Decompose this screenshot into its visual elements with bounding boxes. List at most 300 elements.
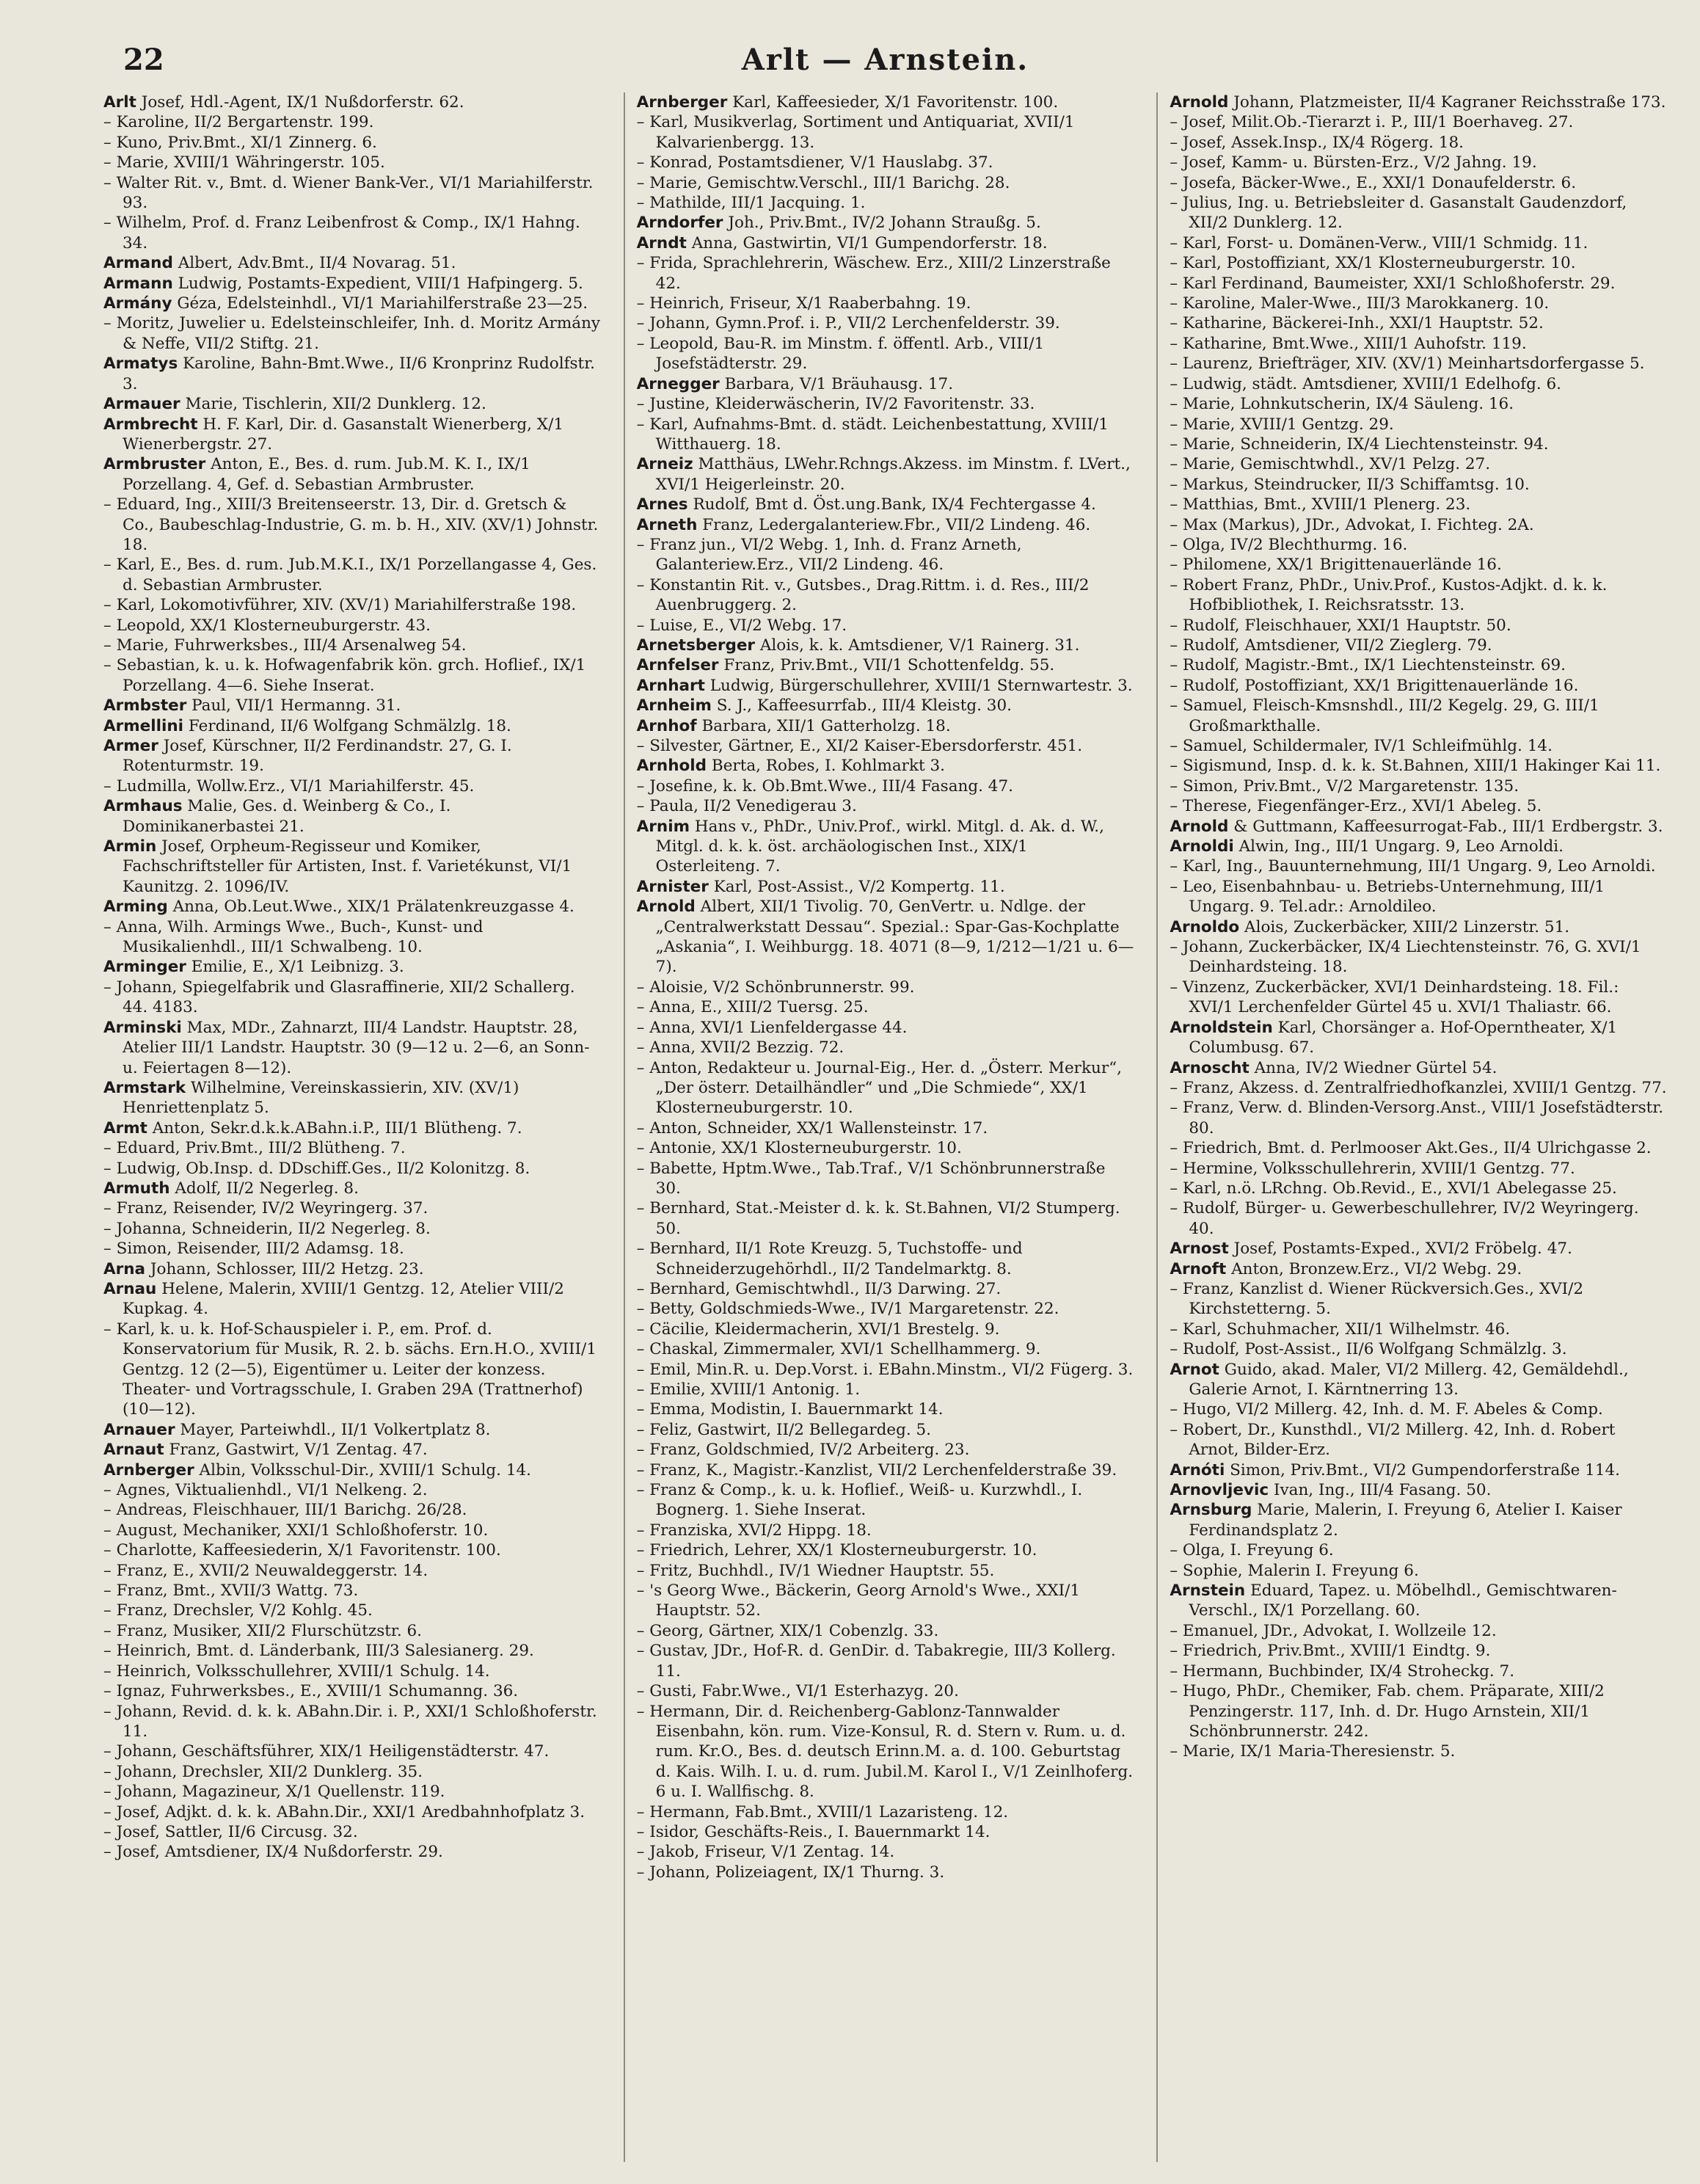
directory-entry xyxy=(1170,837,1668,856)
entry-text: – Karl, Forst- u. Domänen-Verw., VIII/1 Schmidg. 11. xyxy=(1170,233,1588,252)
directory-entry xyxy=(103,1219,602,1239)
directory-entry xyxy=(103,595,602,615)
entry-text: – Anna, XVII/2 Bezzig. 72. xyxy=(636,1038,844,1058)
entry-text: Anna, Gastwirtin, VI/1 Gumpendorferstr. 18. xyxy=(691,233,1048,252)
entry-text: – Johann, Revid. d. k. k. ABahn.Dir. i. P., XXI/1 Schloßhoferstr. 11. xyxy=(103,1702,597,1741)
entry-text: – Johann, Spiegelfabrik und Glasraffinerie, XII/2 Schallerg. 44. 4183. xyxy=(103,978,575,1017)
entry-surname: Arnoscht xyxy=(1170,1058,1250,1077)
entry-surname: Arndt xyxy=(636,233,687,252)
entry-surname: Arnoldo xyxy=(1170,917,1240,936)
entry-text: – Franz, Drechsler, V/2 Kohlg. 45. xyxy=(103,1601,373,1620)
entry-surname: Arnstein xyxy=(1170,1581,1246,1601)
column-middle xyxy=(624,92,1135,2162)
entry-surname: Arnost xyxy=(1170,1240,1229,1259)
entry-text: Albert, XII/1 Tivolig. 70, GenVertr. u. Ndlge. der „Centralwerkstatt Dessau“. Spezial.: Spar-Gas-Kochplatte „Askania“, I. Weihburgg. 18. 4071 (8—9, 1/212—1/21 u. 6—7). xyxy=(655,898,1134,977)
directory-entry xyxy=(1170,877,1668,917)
entry-text: – Karl, Postoffiziant, XX/1 Klosterneuburgerstr. 10. xyxy=(1170,254,1576,273)
entry-surname: Arminski xyxy=(103,1018,182,1037)
entry-text: – Karl, Schuhmacher, XII/1 Wilhelmstr. 46. xyxy=(1170,1320,1511,1339)
entry-text: – Samuel, Schildermaler, IV/1 Schleifmühlg. 14. xyxy=(1170,737,1553,755)
directory-entry xyxy=(1170,756,1668,776)
directory-entry xyxy=(1170,1279,1668,1320)
entry-text: – Jakob, Friseur, V/1 Zentag. 14. xyxy=(636,1843,895,1862)
directory-entry xyxy=(1170,978,1668,1018)
directory-entry xyxy=(103,1198,602,1218)
entry-text: – Olga, IV/2 Blechthurmg. 16. xyxy=(1170,535,1408,554)
entry-text: Alwin, Ing., III/1 Ungarg. 9, Leo Arnoldi. xyxy=(1238,837,1564,856)
directory-entry xyxy=(103,837,602,897)
entry-text: – Franz, E., XVII/2 Neuwaldeggerstr. 14. xyxy=(103,1561,428,1580)
directory-entry xyxy=(1170,313,1668,333)
directory-entry xyxy=(637,1480,1135,1521)
entry-text: – Philomene, XX/1 Brigittenauerlände 16. xyxy=(1170,556,1502,575)
directory-entry xyxy=(637,796,1135,816)
entry-text: – Simon, Reisender, III/2 Adamsg. 18. xyxy=(103,1240,404,1259)
entry-text: Géza, Edelsteinhdl., VI/1 Mariahilferstraße 23—25. xyxy=(177,294,588,313)
entry-text: Anna, IV/2 Wiedner Gürtel 54. xyxy=(1254,1058,1497,1077)
directory-entry xyxy=(103,1159,602,1179)
directory-entry xyxy=(637,334,1135,374)
directory-entry xyxy=(103,1842,602,1862)
entry-text: Albin, Volksschul-Dir., XVIII/1 Schulg. 14. xyxy=(199,1460,532,1479)
directory-entry xyxy=(103,1641,602,1661)
directory-entry xyxy=(1170,1641,1668,1661)
directory-entry xyxy=(637,736,1135,756)
entry-text: – Rudolf, Magistr.-Bmt., IX/1 Liechtensteinstr. 69. xyxy=(1170,656,1566,675)
directory-entry xyxy=(1170,294,1668,313)
entry-text: – Karl Ferdinand, Baumeister, XXI/1 Schloßhoferstr. 29. xyxy=(1170,274,1616,293)
entry-text: – Chaskal, Zimmermaler, XVI/1 Schellhammerg. 9. xyxy=(636,1340,1041,1359)
directory-entry xyxy=(637,1118,1135,1138)
entry-text: Franz, Ledergalanteriew.Fbr., VII/2 Lindeng. 46. xyxy=(702,515,1091,534)
entry-surname: Arnister xyxy=(636,877,709,896)
directory-entry xyxy=(103,1581,602,1601)
directory-entry xyxy=(1170,535,1668,555)
entry-surname: Armbrecht xyxy=(103,415,198,434)
directory-entry xyxy=(1170,1500,1668,1540)
entry-text: – Marie, Lohnkutscherin, IX/4 Säuleng. 16. xyxy=(1170,395,1514,414)
directory-entry xyxy=(637,1440,1135,1460)
entry-text: – Sophie, Malerin I. Freyung 6. xyxy=(1170,1561,1419,1580)
entry-text: Max, MDr., Zahnarzt, III/4 Landstr. Hauptstr. 28, Atelier III/1 Landstr. Hauptstr. 30 (9—12 u. 2—6, an Sonn- u. Feiertagen 8—12). xyxy=(123,1018,590,1077)
directory-entry xyxy=(637,1159,1135,1199)
directory-entry xyxy=(103,1018,602,1078)
directory-entry xyxy=(1170,1320,1668,1339)
directory-entry xyxy=(637,1702,1135,1802)
directory-entry xyxy=(103,1259,602,1279)
entry-surname: Arnot xyxy=(1170,1360,1219,1379)
entry-surname: Arna xyxy=(103,1259,146,1278)
entry-text: – Konrad, Postamtsdiener, V/1 Hauslabg. 37. xyxy=(636,153,993,172)
entry-surname: Armbruster xyxy=(103,455,206,474)
entry-text: – Marie, Gemischtw.Verschl., III/1 Barichg. 28. xyxy=(636,173,1010,192)
directory-entry xyxy=(1170,575,1668,616)
directory-entry xyxy=(103,495,602,555)
entry-text: – Katharine, Bmt.Wwe., XIII/1 Auhofstr. 119. xyxy=(1170,334,1527,353)
directory-entry xyxy=(1170,1239,1668,1259)
directory-entry xyxy=(1170,193,1668,233)
entry-text: – Frida, Sprachlehrerin, Wäschew. Erz., XIII/2 Linzerstraße 42. xyxy=(636,254,1111,293)
directory-entry xyxy=(1170,1179,1668,1198)
entry-text: – Johann, Zuckerbäcker, IX/4 Liechtensteinstr. 76, G. XVI/1 Deinhardsteing. 18. xyxy=(1170,938,1641,977)
entry-text: – Marie, Schneiderin, IX/4 Liechtensteinstr. 94. xyxy=(1170,434,1549,454)
entry-surname: Arnberger xyxy=(636,93,728,112)
entry-text: – Anna, E., XIII/2 Tuersg. 25. xyxy=(636,998,869,1017)
column-left xyxy=(103,92,602,2162)
entry-surname: Arnauer xyxy=(103,1420,175,1439)
directory-entry xyxy=(637,1842,1135,1862)
entry-text: – Franz jun., VI/2 Webg. 1, Inh. d. Franz Arneth, Galanteriew.Erz., VII/2 Lindeng. 46. xyxy=(636,535,1022,575)
entry-text: Eduard, Tapez. u. Möbelhdl., Gemischtwaren-Verschl., IX/1 Porzellang. 60. xyxy=(1189,1581,1617,1620)
directory-entry xyxy=(1170,112,1668,132)
directory-entry xyxy=(1170,92,1668,112)
entry-text: – Paula, II/2 Venedigerau 3. xyxy=(636,797,857,816)
directory-entry xyxy=(637,535,1135,575)
entry-text: & Guttmann, Kaffeesurrogat-Fab., III/1 Erdbergstr. 3. xyxy=(1233,817,1663,836)
directory-entry xyxy=(637,1863,1135,1882)
entry-surname: Armellini xyxy=(103,716,184,735)
directory-entry xyxy=(103,897,602,917)
entry-text: – Antonie, XX/1 Klosterneuburgerstr. 10. xyxy=(636,1139,962,1158)
entry-surname: Arnaut xyxy=(103,1441,164,1460)
entry-text: – Karl, Lokomotivführer, XIV. (XV/1) Mariahilferstraße 198. xyxy=(103,596,577,615)
entry-text: Josef, Postamts-Exped., XVI/2 Fröbelg. 47. xyxy=(1233,1240,1572,1259)
entry-text: – Simon, Priv.Bmt., V/2 Margaretenstr. 135. xyxy=(1170,776,1520,796)
entry-surname: Arming xyxy=(103,898,168,917)
page-header xyxy=(103,43,1668,85)
entry-text: Karl, Post-Assist., V/2 Kompertg. 11. xyxy=(713,877,1005,896)
entry-text: Emilie, E., X/1 Leibnizg. 3. xyxy=(191,958,404,977)
entry-text: – Franz, Verw. d. Blinden-Versorg.Anst., VIII/1 Josefstädterstr. 80. xyxy=(1170,1099,1664,1138)
directory-entry xyxy=(103,173,602,214)
entry-text: – Justine, Kleiderwäscherin, IV/2 Favoritenstr. 33. xyxy=(636,395,1035,414)
entry-surname: Arnetsberger xyxy=(636,636,756,655)
entry-text: – Heinrich, Friseur, X/1 Raaberbahng. 19. xyxy=(636,294,971,313)
entry-text: – Karoline, Maler-Wwe., III/3 Marokkanerg. 10. xyxy=(1170,294,1550,313)
directory-entry xyxy=(103,133,602,153)
entry-text: – Emanuel, JDr., Advokat, I. Wollzeile 12. xyxy=(1170,1621,1497,1640)
entry-text: – Josef, Sattler, II/6 Circusg. 32. xyxy=(103,1822,358,1841)
directory-entry xyxy=(103,394,602,414)
directory-entry xyxy=(103,112,602,132)
entry-text: – Kuno, Priv.Bmt., XI/1 Zinnerg. 6. xyxy=(103,133,377,152)
page-title: Arlt — Arnstein. xyxy=(741,43,1029,77)
directory-entry xyxy=(1170,1621,1668,1641)
directory-entry xyxy=(1170,1480,1668,1500)
entry-surname: Arnsburg xyxy=(1170,1501,1252,1520)
directory-entry xyxy=(637,394,1135,414)
entry-text: – Isidor, Geschäfts-Reis., I. Bauernmarkt 14. xyxy=(636,1822,991,1841)
entry-text: – Georg, Gärtner, XIX/1 Cobenzlg. 33. xyxy=(636,1621,939,1640)
directory-entry xyxy=(637,1339,1135,1359)
directory-entry xyxy=(637,92,1135,112)
directory-entry xyxy=(637,676,1135,696)
entry-text: – Friedrich, Lehrer, XX/1 Klosterneuburgerstr. 10. xyxy=(636,1541,1037,1560)
entry-text: – Cäcilie, Kleidermacherin, XVI/1 Brestelg. 9. xyxy=(636,1320,1000,1339)
directory-entry xyxy=(1170,696,1668,736)
entry-text: – Franz, Musiker, XII/2 Flurschützstr. 6. xyxy=(103,1621,423,1640)
entry-surname: Arnoft xyxy=(1170,1259,1227,1278)
directory-entry xyxy=(103,1078,602,1118)
directory-entry xyxy=(637,173,1135,193)
directory-entry xyxy=(1170,917,1668,937)
directory-entry xyxy=(637,1399,1135,1419)
directory-entry xyxy=(1170,1198,1668,1239)
entry-text: – Emilie, XVIII/1 Antonig. 1. xyxy=(636,1380,861,1399)
entry-text: – Franz & Comp., k. u. k. Hoflief., Weiß- u. Kurzwhdl., I. Bognerg. 1. Siehe Inserat. xyxy=(636,1481,1083,1520)
entry-text: Anton, Sekr.d.k.k.ABahn.i.P., III/1 Blütheng. 7. xyxy=(152,1118,522,1138)
entry-text: Alois, Zuckerbäcker, XIII/2 Linzerstr. 51. xyxy=(1244,917,1570,936)
entry-surname: Arneth xyxy=(636,515,698,534)
directory-entry xyxy=(103,274,602,294)
directory-entry xyxy=(637,636,1135,655)
entry-text: Malie, Ges. d. Weinberg & Co., I. Dominikanerbastei 21. xyxy=(123,797,451,836)
entry-text: – Karl, n.ö. LRchng. Ob.Revid., E., XVI/1 Abelegasse 25. xyxy=(1170,1179,1617,1198)
entry-text: – Silvester, Gärtner, E., XI/2 Kaiser-Ebersdorferstr. 451. xyxy=(636,737,1083,755)
entry-text: Anton, Bronzew.Erz., VI/2 Webg. 29. xyxy=(1231,1259,1522,1278)
entry-text: Franz, Priv.Bmt., VII/1 Schottenfeldg. 55. xyxy=(723,656,1055,675)
entry-text: – Mathilde, III/1 Jacquing. 1. xyxy=(636,194,866,213)
entry-surname: Arnegger xyxy=(636,374,720,393)
directory-entry xyxy=(1170,736,1668,756)
entry-text: – Matthias, Bmt., XVIII/1 Plenerg. 23. xyxy=(1170,495,1471,514)
entry-text: – Emma, Modistin, I. Bauernmarkt 14. xyxy=(636,1400,944,1419)
entry-text: Ludwig, Postamts-Expedient, VIII/1 Hafpingerg. 5. xyxy=(178,274,583,293)
directory-entry xyxy=(103,716,602,736)
entry-text: Karl, Chorsänger a. Hof-Operntheater, X/1 Columbusg. 67. xyxy=(1189,1018,1618,1058)
directory-entry xyxy=(103,92,602,112)
entry-text: – Ignaz, Fuhrwerksbes., E., XVIII/1 Schumanng. 36. xyxy=(103,1682,519,1701)
directory-entry xyxy=(103,555,602,595)
directory-entry xyxy=(1170,1259,1668,1279)
directory-entry xyxy=(637,616,1135,636)
entry-text: – Heinrich, Bmt. d. Länderbank, III/3 Salesianerg. 29. xyxy=(103,1642,534,1661)
directory-entry xyxy=(637,313,1135,333)
directory-entry xyxy=(637,1802,1135,1822)
entry-surname: Arnold xyxy=(1170,817,1229,836)
entry-text: – Anton, Redakteur u. Journal-Eig., Her. d. „Österr. Merkur“, „Der österr. Detailhändler“ und „Die Schmiede“, XX/1 Klosterneuburgerstr. 10. xyxy=(636,1058,1122,1118)
directory-entry xyxy=(103,796,602,837)
entry-text: – Laurenz, Briefträger, XIV. (XV/1) Meinhartsdorfergasse 5. xyxy=(1170,354,1645,374)
entry-text: Barbara, V/1 Bräuhausg. 17. xyxy=(724,374,954,393)
entry-text: – Josef, Amtsdiener, IX/4 Nußdorferstr. 29. xyxy=(103,1843,443,1862)
entry-surname: Arnes xyxy=(636,495,688,514)
entry-text: – Josef, Milit.Ob.-Tierarzt i. P., III/1 Boerhaveg. 27. xyxy=(1170,113,1574,132)
entry-surname: Arnim xyxy=(636,817,690,836)
directory-entry xyxy=(1170,1360,1668,1400)
entry-surname: Arminger xyxy=(103,958,186,977)
directory-entry xyxy=(1170,354,1668,374)
entry-surname: Armer xyxy=(103,737,158,755)
directory-entry xyxy=(637,756,1135,776)
directory-entry xyxy=(103,1540,602,1560)
entry-surname: Arlt xyxy=(103,93,136,112)
directory-entry xyxy=(637,1360,1135,1380)
directory-entry xyxy=(637,153,1135,172)
directory-entry xyxy=(637,415,1135,455)
directory-entry xyxy=(1170,434,1668,454)
directory-entry xyxy=(1170,676,1668,696)
entry-text: – Marie, Fuhrwerksbes., III/4 Arsenalweg 54. xyxy=(103,636,467,655)
entry-surname: Armt xyxy=(103,1118,147,1138)
entry-text: – Robert, Dr., Kunsthdl., VI/2 Millerg. 42, Inh. d. Robert Arnot, Bilder-Erz. xyxy=(1170,1420,1616,1460)
entry-surname: Arnau xyxy=(103,1279,157,1298)
entry-text: – Walter Rit. v., Bmt. d. Wiener Bank-Ver., VI/1 Mariahilferstr. 93. xyxy=(103,173,594,213)
entry-text: Berta, Robes, I. Kohlmarkt 3. xyxy=(711,757,945,776)
directory-entry xyxy=(103,1782,602,1802)
entry-text: – Josef, Assek.Insp., IX/4 Rögerg. 18. xyxy=(1170,133,1464,152)
directory-entry xyxy=(1170,1339,1668,1359)
entry-surname: Armuth xyxy=(103,1179,170,1198)
directory-entry xyxy=(1170,1661,1668,1681)
entry-text: – Eduard, Ing., XIII/3 Breitenseerstr. 13, Dir. d. Gretsch & Co., Baubeschlag-Industrie, G. m. b. H., XIV. (XV/1) Johnstr. 18. xyxy=(103,495,599,554)
column-right xyxy=(1156,92,1668,2162)
entry-text: Ferdinand, II/6 Wolfgang Schmälzlg. 18. xyxy=(188,716,511,735)
entry-text: – Ludmilla, Wollw.Erz., VI/1 Mariahilferstr. 45. xyxy=(103,776,475,796)
directory-entry xyxy=(637,1018,1135,1038)
directory-entry xyxy=(637,1138,1135,1158)
entry-surname: Arnoldstein xyxy=(1170,1018,1273,1037)
directory-entry xyxy=(637,213,1135,233)
directory-entry xyxy=(103,1621,602,1641)
entry-surname: Armatys xyxy=(103,354,178,374)
directory-entry xyxy=(103,294,602,313)
entry-text: Joh., Priv.Bmt., IV/2 Johann Straußg. 5. xyxy=(728,214,1041,233)
directory-entry xyxy=(1170,1681,1668,1741)
entry-surname: Armand xyxy=(103,254,173,273)
entry-text: – Feliz, Gastwirt, II/2 Bellegardeg. 5. xyxy=(636,1420,932,1439)
entry-surname: Armin xyxy=(103,837,157,856)
columns xyxy=(103,92,1668,2162)
entry-text: – 's Georg Wwe., Bäckerin, Georg Arnold's Wwe., XXI/1 Hauptstr. 52. xyxy=(636,1581,1081,1620)
entry-text: – Anna, Wilh. Armings Wwe., Buch-, Kunst- und Musikalienhdl., III/1 Schwalbeng. 10. xyxy=(103,917,484,957)
entry-text: – Ludwig, städt. Amtsdiener, XVIII/1 Edelhofg. 6. xyxy=(1170,374,1562,393)
entry-text: Simon, Priv.Bmt., VI/2 Gumpendorferstraße 114. xyxy=(1230,1460,1621,1479)
entry-surname: Armann xyxy=(103,274,173,293)
directory-entry xyxy=(1170,515,1668,535)
directory-entry xyxy=(637,575,1135,616)
entry-text: – Marie, XVIII/1 Währingerstr. 105. xyxy=(103,153,385,172)
directory-entry xyxy=(103,1138,602,1158)
entry-text: – Ludwig, Ob.Insp. d. DDschiff.Ges., II/2 Kolonitzg. 8. xyxy=(103,1159,530,1178)
directory-entry xyxy=(1170,334,1668,354)
directory-entry xyxy=(1170,274,1668,294)
entry-text: Barbara, XII/1 Gatterholzg. 18. xyxy=(701,716,951,735)
entry-text: Marie, Malerin, I. Freyung 6, Atelier I. Kaiser Ferdinandsplatz 2. xyxy=(1189,1501,1622,1540)
entry-text: – Bernhard, Stat.-Meister d. k. k. St.Bahnen, VI/2 Stumperg. 50. xyxy=(636,1199,1120,1238)
directory-entry xyxy=(637,1460,1135,1480)
directory-entry xyxy=(637,1521,1135,1540)
directory-entry xyxy=(103,1822,602,1842)
entry-text: – Franz, Bmt., XVII/3 Wattg. 73. xyxy=(103,1581,359,1601)
directory-entry xyxy=(1170,1420,1668,1460)
entry-surname: Arnoldi xyxy=(1170,837,1234,856)
entry-text: – Johann, Drechsler, XII/2 Dunklerg. 35. xyxy=(103,1762,423,1781)
directory-entry xyxy=(103,616,602,636)
entry-text: Johann, Platzmeister, II/4 Kagraner Reichsstraße 173. xyxy=(1233,93,1666,112)
directory-entry xyxy=(1170,1018,1668,1058)
entry-text: S. J., Kaffeesurrfab., III/4 Kleistg. 30. xyxy=(716,696,1012,716)
directory-entry xyxy=(103,1279,602,1320)
entry-surname: Arnheim xyxy=(636,696,712,716)
directory-entry xyxy=(1170,1460,1668,1480)
entry-text: Adolf, II/2 Negerleg. 8. xyxy=(175,1179,359,1198)
entry-text: – Josef, Kamm- u. Bürsten-Erz., V/2 Jahng. 19. xyxy=(1170,153,1537,172)
directory-entry xyxy=(637,1038,1135,1058)
directory-entry xyxy=(1170,636,1668,655)
directory-entry xyxy=(103,1802,602,1822)
entry-text: – Rudolf, Post-Assist., II/6 Wolfgang Schmälzlg. 3. xyxy=(1170,1340,1567,1359)
directory-entry xyxy=(637,112,1135,153)
entry-text: – Marie, XVIII/1 Gentzg. 29. xyxy=(1170,415,1394,434)
directory-entry xyxy=(1170,475,1668,495)
directory-entry xyxy=(637,233,1135,253)
entry-text: – Leopold, Bau-R. im Minstm. f. öffentl. Arb., VIII/1 Josefstädterstr. 29. xyxy=(636,334,1045,374)
directory-entry xyxy=(1170,937,1668,978)
entry-surname: Arnold xyxy=(1170,93,1229,112)
entry-text: – Marie, IX/1 Maria-Theresienstr. 5. xyxy=(1170,1742,1456,1761)
entry-text: – Hermann, Dir. d. Reichenberg-Gablonz-Tannwalder Eisenbahn, kön. rum. Vize-Konsul, R. d. Stern v. Rum. u. d. rum. Kr.O., Bes. d. deutsch Erinn.M. a. d. 100. Geburtstag d. Kais. Wilh. I. u. d. rum. Jubil.M. Karol I., V/1 Zeinlhoferg. 6 u. I. Wallfischg. 8. xyxy=(636,1702,1134,1802)
directory-entry xyxy=(637,1822,1135,1842)
entry-text: – Eduard, Priv.Bmt., III/2 Blütheng. 7. xyxy=(103,1139,406,1158)
entry-text: – Leo, Eisenbahnbau- u. Betriebs-Unternehmung, III/1 Ungarg. 9. Tel.adr.: Arnoldileo. xyxy=(1170,877,1605,917)
directory-entry xyxy=(1170,856,1668,876)
directory-entry xyxy=(1170,1078,1668,1098)
directory-entry xyxy=(1170,133,1668,153)
directory-entry xyxy=(103,1118,602,1138)
entry-text: Matthäus, LWehr.Rchngs.Akzess. im Minstm. f. LVert., XVI/1 Heigerleinstr. 20. xyxy=(655,455,1131,494)
directory-entry xyxy=(103,957,602,977)
entry-text: – Johanna, Schneiderin, II/2 Negerleg. 8. xyxy=(103,1219,431,1238)
entry-text: – Robert Franz, PhDr., Univ.Prof., Kustos-Adjkt. d. k. k. Hofbibliothek, I. Reichsratsstr. 13. xyxy=(1170,575,1608,615)
entry-text: – Hermann, Buchbinder, IX/4 Stroheckg. 7. xyxy=(1170,1661,1515,1681)
directory-entry xyxy=(103,1179,602,1198)
directory-entry xyxy=(637,897,1135,978)
entry-text: Hans v., PhDr., Univ.Prof., wirkl. Mitgl. d. Ak. d. W., Mitgl. d. k. k. öst. archäologischen Inst., XIX/1 Osterleiteng. 7. xyxy=(655,817,1104,876)
entry-text: – Franz, Reisender, IV/2 Weyringerg. 37. xyxy=(103,1199,428,1218)
entry-surname: Arnhart xyxy=(636,676,705,695)
entry-text: – Karl, Musikverlag, Sortiment und Antiquariat, XVII/1 Kalvarienbergg. 13. xyxy=(636,113,1075,152)
directory-entry xyxy=(637,655,1135,675)
entry-text: – Karl, Ing., Bauunternehmung, III/1 Ungarg. 9, Leo Arnoldi. xyxy=(1170,857,1656,876)
entry-text: – Anna, XVI/1 Lienfeldergasse 44. xyxy=(636,1018,908,1037)
entry-text: – Franz, Kanzlist d. Wiener Rückversich.Ges., XVI/2 Kirchstetterng. 5. xyxy=(1170,1279,1584,1319)
directory-entry xyxy=(637,1641,1135,1681)
entry-text: Karoline, Bahn-Bmt.Wwe., II/6 Kronprinz Rudolfstr. 3. xyxy=(123,354,595,393)
entry-text: – Therese, Fiegenfänger-Erz., XVI/1 Abeleg. 5. xyxy=(1170,797,1542,816)
directory-entry xyxy=(637,1420,1135,1440)
entry-surname: Arnold xyxy=(636,898,696,917)
entry-text: – Karl, Aufnahms-Bmt. d. städt. Leichenbestattung, XVIII/1 Witthauerg. 18. xyxy=(636,415,1109,454)
entry-surname: Armauer xyxy=(103,395,180,414)
directory-entry xyxy=(103,1500,602,1520)
directory-entry xyxy=(103,1320,602,1420)
entry-text: – Karl, E., Bes. d. rum. Jub.M.K.I., IX/1 Porzellangasse 4, Ges. d. Sebastian Armbruster. xyxy=(103,556,597,594)
directory-entry xyxy=(637,1681,1135,1701)
directory-entry xyxy=(103,1440,602,1460)
directory-entry xyxy=(1170,1741,1668,1761)
entry-text: – Gustav, JDr., Hof-R. d. GenDir. d. Tabakregie, III/3 Kollerg. 11. xyxy=(636,1642,1116,1681)
entry-text: – Franz, K., Magistr.-Kanzlist, VII/2 Lerchenfelderstraße 39. xyxy=(636,1460,1117,1479)
directory-entry xyxy=(637,696,1135,716)
entry-text: – Julius, Ing. u. Betriebsleiter d. Gasanstalt Gaudenzdorf, XII/2 Dunklerg. 12. xyxy=(1170,194,1627,233)
entry-text: Helene, Malerin, XVIII/1 Gentzg. 12, Atelier VIII/2 Kupkag. 4. xyxy=(123,1279,564,1319)
directory-entry xyxy=(1170,1098,1668,1138)
directory-entry xyxy=(1170,495,1668,514)
entry-text: – Olga, I. Freyung 6. xyxy=(1170,1541,1334,1560)
directory-entry xyxy=(103,1741,602,1761)
entry-text: – Samuel, Fleisch-Kmsnshdl., III/2 Kegelg. 29, G. III/1 Großmarkthalle. xyxy=(1170,696,1599,735)
